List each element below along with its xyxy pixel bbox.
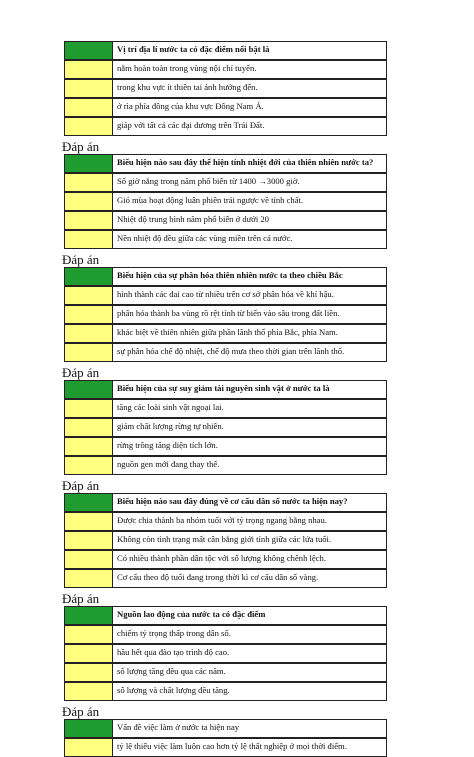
answer-label: Đáp án <box>62 138 100 154</box>
option-marker-cell <box>64 211 113 230</box>
question-marker-cell <box>64 493 113 512</box>
option-text: Nền nhiệt độ đều giữa các vùng miền trên cả nước. <box>113 230 387 249</box>
option-row <box>0 550 474 569</box>
option-row <box>0 663 474 682</box>
question-row <box>0 154 474 173</box>
option-marker-cell <box>64 192 113 211</box>
question-row <box>0 267 474 286</box>
answer-label: Đáp án <box>62 364 100 380</box>
option-marker-cell <box>64 418 113 437</box>
answer-label: Đáp án <box>62 703 100 719</box>
option-text: Có nhiều thành phần dân tộc với số lượng không chênh lệch. <box>113 550 387 569</box>
question-row <box>0 41 474 60</box>
option-marker-cell <box>64 644 113 663</box>
option-row <box>0 399 474 418</box>
option-marker-cell <box>64 79 113 98</box>
option-text: giáp với tất cả các đại dương trên Trái Đất. <box>113 117 387 136</box>
option-text: trong khu vực ít thiên tai ảnh hưởng đến. <box>113 79 387 98</box>
option-text: Cơ cấu theo độ tuổi đang trong thời kì cơ cấu dân số vàng. <box>113 569 387 588</box>
option-row <box>0 230 474 249</box>
question-row <box>0 380 474 399</box>
option-text: Số giờ nắng trong năm phổ biến từ 1400 →3000 giờ. <box>113 173 387 192</box>
option-row <box>0 117 474 136</box>
option-marker-cell <box>64 531 113 550</box>
option-text: rừng trồng tăng diện tích lớn. <box>113 437 387 456</box>
option-row <box>0 569 474 588</box>
option-text: giảm chất lượng rừng tự nhiên. <box>113 418 387 437</box>
question-text: Biểu hiện nào sau đây thể hiện tính nhiệt đới của thiên nhiên nước ta? <box>113 154 387 173</box>
question-marker-cell <box>64 41 113 60</box>
option-row <box>0 644 474 663</box>
question-marker-cell <box>64 380 113 399</box>
question-row <box>0 719 474 738</box>
option-text: nguồn gen mới đang thay thế. <box>113 456 387 475</box>
question-text: Vị trí địa lí nước ta có đặc điểm nổi bật là <box>113 41 387 60</box>
question-marker-cell <box>64 154 113 173</box>
option-text: phân hóa thành ba vùng rõ rệt tính từ biển vào sâu trong đất liền. <box>113 305 387 324</box>
option-row <box>0 98 474 117</box>
option-marker-cell <box>64 117 113 136</box>
option-marker-cell <box>64 456 113 475</box>
option-marker-cell <box>64 324 113 343</box>
option-text: số lượng và chất lượng đều tăng. <box>113 682 387 701</box>
option-text: Nhiệt độ trung bình năm phổ biến ở dưới 20 <box>113 211 387 230</box>
answer-label: Đáp án <box>62 477 100 493</box>
option-row <box>0 211 474 230</box>
question-text: Biểu hiện của sự phân hóa thiên nhiên nước ta theo chiều Bắc <box>113 267 387 286</box>
option-marker-cell <box>64 343 113 362</box>
question-marker-cell <box>64 267 113 286</box>
option-row <box>0 418 474 437</box>
question-text: Nguồn lao động của nước ta có đặc điểm <box>113 606 387 625</box>
option-marker-cell <box>64 173 113 192</box>
option-row <box>0 79 474 98</box>
option-marker-cell <box>64 512 113 531</box>
option-row <box>0 305 474 324</box>
option-marker-cell <box>64 738 113 757</box>
option-marker-cell <box>64 399 113 418</box>
option-row <box>0 324 474 343</box>
option-text: sự phân hóa chế độ nhiệt, chế độ mưa theo thời gian trên lãnh thổ. <box>113 343 387 362</box>
option-text: tăng các loài sinh vật ngoại lai. <box>113 399 387 418</box>
option-text: tỷ lệ thiếu việc làm luôn cao hơn tỷ lệ thất nghiệp ở mọi thời điểm. <box>113 738 387 757</box>
question-row <box>0 493 474 512</box>
question-marker-cell <box>64 606 113 625</box>
option-row <box>0 343 474 362</box>
question-marker-cell <box>64 719 113 738</box>
option-row <box>0 192 474 211</box>
option-row <box>0 682 474 701</box>
question-text: Vấn đề việc làm ở nước ta hiện nay <box>113 719 387 738</box>
option-text: hình thành các đai cao từ nhiều trên cơ sở phân hóa về khí hậu. <box>113 286 387 305</box>
option-row <box>0 512 474 531</box>
option-text: Gió mùa hoạt động luân phiên trái ngược về tính chất. <box>113 192 387 211</box>
option-text: nằm hoàn toàn trong vùng nội chí tuyến. <box>113 60 387 79</box>
option-marker-cell <box>64 230 113 249</box>
answer-label: Đáp án <box>62 251 100 267</box>
option-text: số lượng tăng đều qua các năm. <box>113 663 387 682</box>
option-marker-cell <box>64 663 113 682</box>
option-marker-cell <box>64 569 113 588</box>
question-row <box>0 606 474 625</box>
option-row <box>0 286 474 305</box>
option-row <box>0 625 474 644</box>
question-text: Biểu hiện của sự suy giảm tài nguyên sinh vật ở nước ta là <box>113 380 387 399</box>
option-row <box>0 531 474 550</box>
option-marker-cell <box>64 682 113 701</box>
option-marker-cell <box>64 98 113 117</box>
option-row <box>0 60 474 79</box>
option-text: chiếm tỷ trọng thấp trong dân số. <box>113 625 387 644</box>
option-text: Được chia thành ba nhóm tuổi với tỷ trọng ngang bằng nhau. <box>113 512 387 531</box>
question-text: Biểu hiện nào sau đây đúng về cơ cấu dân số nước ta hiện nay? <box>113 493 387 512</box>
option-marker-cell <box>64 437 113 456</box>
option-marker-cell <box>64 550 113 569</box>
option-marker-cell <box>64 286 113 305</box>
option-text: khác biệt về thiên nhiên giữa phần lãnh thổ phía Bắc, phía Nam. <box>113 324 387 343</box>
option-row <box>0 738 474 757</box>
option-row <box>0 437 474 456</box>
option-marker-cell <box>64 60 113 79</box>
answer-label: Đáp án <box>62 590 100 606</box>
option-row <box>0 456 474 475</box>
option-row <box>0 173 474 192</box>
option-text: Không còn tình trạng mất cân bằng giới tính giữa các lứa tuổi. <box>113 531 387 550</box>
option-text: hầu hết qua đào tạo trình độ cao. <box>113 644 387 663</box>
option-marker-cell <box>64 305 113 324</box>
option-marker-cell <box>64 625 113 644</box>
option-text: ở rìa phía đông của khu vực Đông Nam Á. <box>113 98 387 117</box>
